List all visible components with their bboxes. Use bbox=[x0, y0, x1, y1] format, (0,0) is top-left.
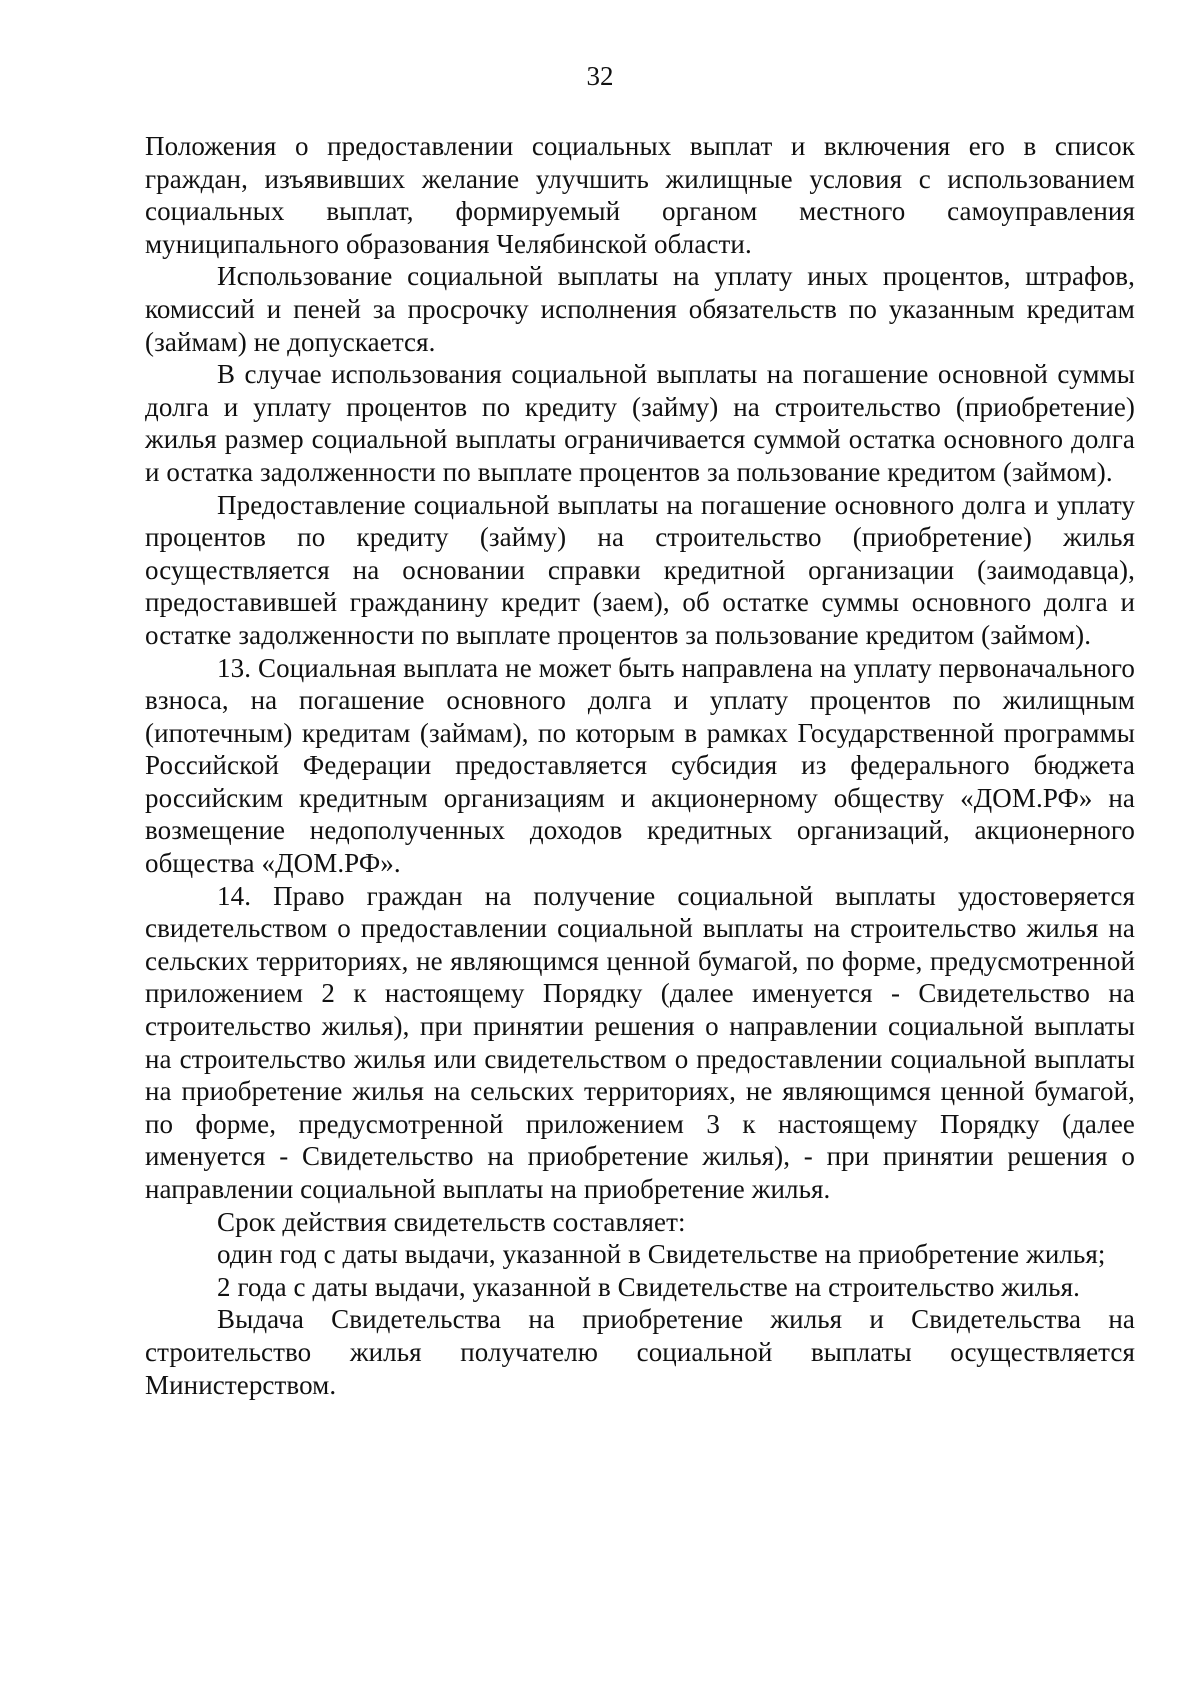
document-body bbox=[145, 130, 1135, 1401]
paragraph-8: один год с даты выдачи, указанной в Свидетельстве на приобретение жилья; bbox=[217, 1239, 1106, 1270]
paragraph-2: Использование социальной выплаты на уплату иных процентов, штрафов, комиссий и пеней за просрочку исполнения обязательств по указанным кредитам (займам) не допускается. bbox=[145, 261, 1135, 357]
paragraph-4: Предоставление социальной выплаты на погашение основного долга и уплату процентов по кредиту (займу) на строительство (приобретение) жилья осуществляется на основании справки кредитной организации (заимодавца), предоставившей гражданину кредит (заем), об остатке суммы основного долга и остатке задолженности по выплате процентов за пользование кредитом (займом). bbox=[145, 489, 1135, 650]
paragraph-3: В случае использования социальной выплаты на погашение основной суммы долга и уплату процентов по кредиту (займу) на строительство (приобретение) жилья размер социальной выплаты ограничивается суммой остатка основного долга и остатка задолженности по выплате процентов за пользование кредитом (займом). bbox=[145, 359, 1135, 487]
paragraph-10: Выдача Свидетельства на приобретение жилья и Свидетельства на строительство жилья получателю социальной выплаты осуществляется Министерством. bbox=[145, 1304, 1135, 1400]
paragraph-9: 2 года с даты выдачи, указанной в Свидетельстве на строительство жилья. bbox=[217, 1271, 1080, 1302]
page-number: 32 bbox=[586, 61, 614, 91]
paragraph-7: Срок действия свидетельств составляет: bbox=[217, 1206, 686, 1237]
paragraph-1: Положения о предоставлении социальных выплат и включения его в список граждан, изъявивших желание улучшить жилищные условия с использованием социальных выплат, формируемый органом местного самоуправления муниципального образования Челябинской области. bbox=[145, 131, 1135, 259]
paragraph-6: 14. Право граждан на получение социальной выплаты удостоверяется свидетельством о предоставлении социальной выплаты на строительство жилья на сельских территориях, не являющимся ценной бумагой, по форме, предусмотренной приложением 2 к настоящему Порядку (далее именуется - Свидетельство на строительство жилья), при принятии решения о направлении социальной выплаты на строительство жилья или свидетельством о предоставлении социальной выплаты на приобретение жилья на сельских территориях, не являющимся ценной бумагой, по форме, предусмотренной приложением 3 к настоящему Порядку (далее именуется - Свидетельство на приобретение жилья), - при принятии решения о направлении социальной выплаты на приобретение жилья. bbox=[145, 880, 1135, 1204]
paragraph-5: 13. Социальная выплата не может быть направлена на уплату первоначального взноса, на погашение основного долга и уплату процентов по жилищным (ипотечным) кредитам (займам), по которым в рамках Государственной программы Российской Федерации предоставляется субсидия из федерального бюджета российским кредитным организациям и акционерному обществу «ДОМ.РФ» на возмещение недополученных доходов кредитных организаций, акционерного общества «ДОМ.РФ». bbox=[145, 652, 1135, 879]
